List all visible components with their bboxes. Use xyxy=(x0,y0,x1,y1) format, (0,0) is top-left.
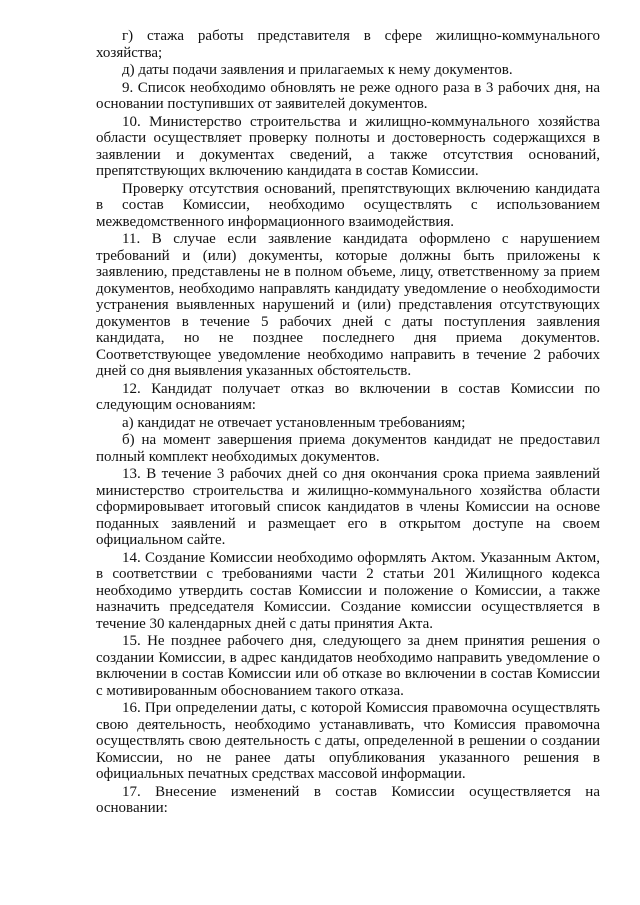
paragraph-15: 15. Не позднее рабочего дня, следующего за днем принятия решения о создании Комиссии, в адрес кандидатов необходимо направить уведомление о включении в состав Комиссии или об отказе во включении в состав Комиссии с мотивированным обоснованием такого отказа. xyxy=(96,633,600,699)
paragraph-13: 13. В течение 3 рабочих дней со дня окончания срока приема заявлений министерство строительства и жилищно-коммунального хозяйства области сформировывает итоговый список кандидатов в члены Комиссии на основе поданных заявлений и размещает его в открытом доступе на своем официальном сайте. xyxy=(96,466,600,548)
paragraph-9: 9. Список необходимо обновлять не реже одного раза в 3 рабочих дня, на основании поступивших от заявителей документов. xyxy=(96,79,600,112)
paragraph-12: 12. Кандидат получает отказ во включении в состав Комиссии по следующим основаниям: xyxy=(96,380,600,413)
paragraph-12-a: а) кандидат не отвечает установленным требованиям; xyxy=(122,414,466,431)
paragraph-12-b: б) на момент завершения приема документов кандидат не предоставил полный комплект необходимых документов. xyxy=(96,432,600,465)
paragraph-17: 17. Внесение изменений в состав Комиссии осуществляется на основании: xyxy=(96,783,600,816)
paragraph-14: 14. Создание Комиссии необходимо оформлять Актом. Указанным Актом, в соответствии с требованиями части 2 статьи 201 Жилищного кодекса необходимо утвердить состав Комиссии и положение о Комиссии, а также назначить председателя Комиссии. Создание комиссии осуществляется в течение 30 календарных дней с даты принятия Акта. xyxy=(96,549,600,632)
paragraph-item-d: д) даты подачи заявления и прилагаемых к нему документов. xyxy=(122,62,513,78)
paragraph-10-cont: Проверку отсутствия оснований, препятствующих включению кандидата в состав Комиссии, необходимо осуществлять с использованием межведомственного информационного взаимодействия. xyxy=(96,180,600,230)
paragraph-item-g: г) стажа работы представителя в сфере жилищно-коммунального хозяйства; xyxy=(96,28,600,61)
paragraph-11: 11. В случае если заявление кандидата оформлено с нарушением требований и (или) документы, которые должны быть приложены к заявлению, представлены не в полном объеме, лицу, ответственному за прием документов, необходимо направлять кандидату уведомление о необходимости устранения выявленных нарушений и (или) представления отсутствующих документов в течение 5 рабочих дней с даты поступления заявления кандидата, но не позднее последнего дня приема документов. Соответствующее уведомление необходимо направить в течение 2 рабочих дней со дня выявления указанных обстоятельств. xyxy=(96,231,600,379)
paragraph-16: 16. При определении даты, с которой Комиссия правомочна осуществлять свою деятельность, необходимо устанавливать, что Комиссия правомочна осуществлять свою деятельность с даты, определенной в решении о создании Комиссии, но не ранее даты опубликования указанного решения в официальных печатных средствах массовой информации. xyxy=(96,700,600,782)
document-page xyxy=(96,28,600,818)
paragraph-10: 10. Министерство строительства и жилищно-коммунального хозяйства области осуществляет проверку полноты и достоверность содержащихся в заявлении и документах сведений, а также отсутствия оснований, препятствующих включению кандидата в состав Комиссии. xyxy=(96,113,600,179)
